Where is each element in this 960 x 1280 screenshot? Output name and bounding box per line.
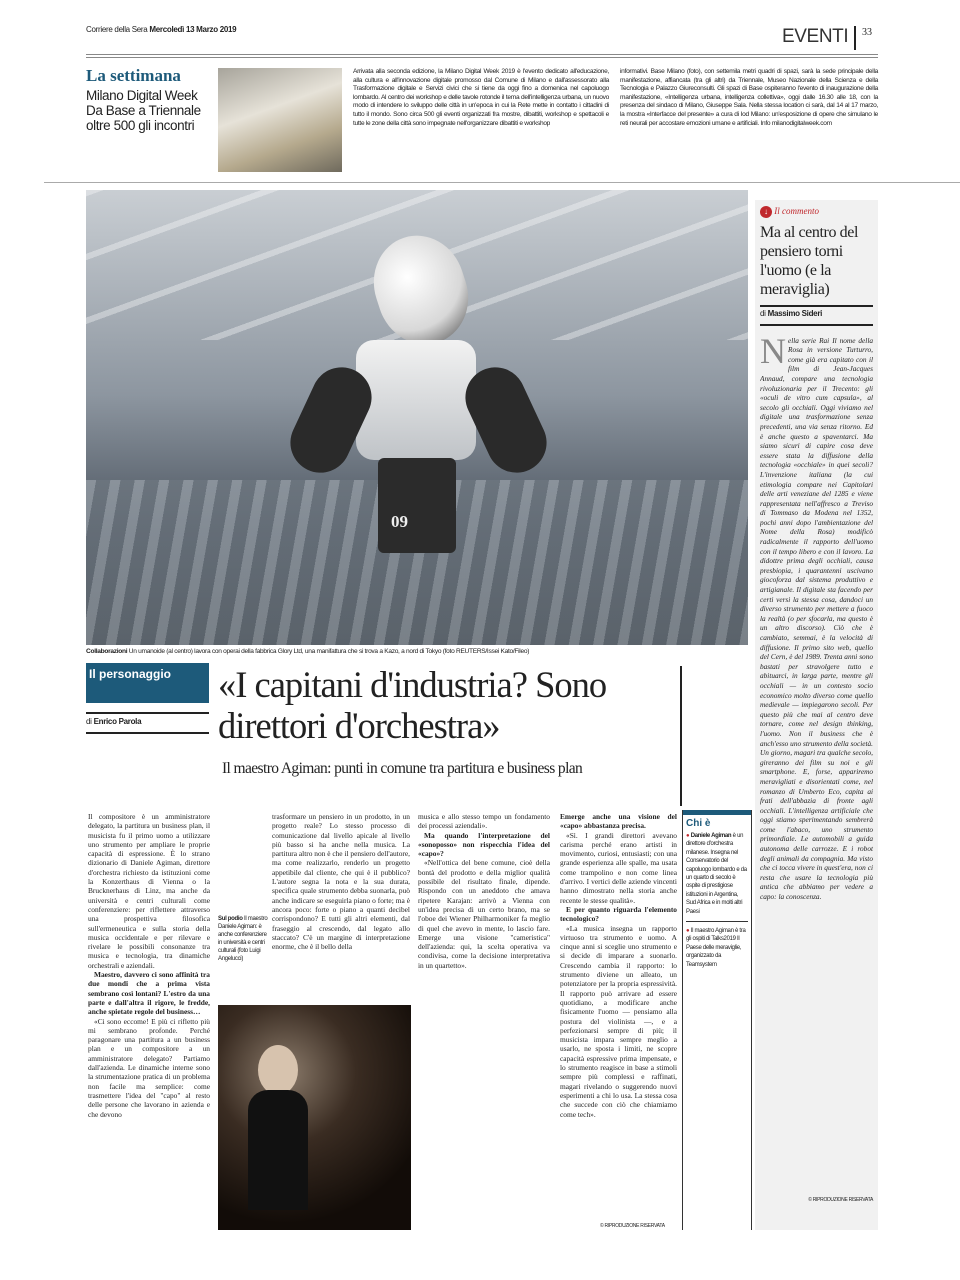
conductor-body bbox=[248, 1090, 308, 1210]
article-col-2: trasformare un pensiero in un prodotto, in un progetto reale? Lo stesso processo di comunicazione dal livello apicale al livello più basso si ha anche nella musica. La partitura altro non è che il pensiero dell'autore, ma come realizzarlo, renderlo un progetto appetibile dal cliente, che qui è il pubblico? L'autore segna la nota e la sua durata, specifica quale strumento debba suonarla, può anche indicare se eseguirla piano o forte; ma è ancora poco: forte o piano a quanti decibel corrispondono? E tutti gli altri elementi, dal fraseggio al crescendo, dal legato allo staccato? C'è un margine di interpretazione enorme, che è il bello della bbox=[272, 812, 410, 952]
chi-e-item-1 bbox=[686, 832, 748, 916]
commento-text: ella serie Rai Il nome della Rosa in versione Turturro, come già era capitato con il film di Jean-Jacques Annaud, compare una tecnologia rivoluzionaria per il Trecento: gli «oculi de vitro cum capsula», al secolo gli occhiali. Oggi viviamo nel digitale una trasformazione senza precedenti, una via senza ritorno. Ed è anche questo a spaventarci. Ma siamo sicuri di capire cosa deve essere stata la diffusione della tecnologia «occhiale» in quei secoli? L'invenzione italiana (la cui etimologia compare nei Capitolari delle arti veneziane del 1285 e viene rappresentata nell'affresco a Treviso di Tommaso da Modena nel 1352, pochi anni dopo l'ambientazione del Nome della Rosa) modificò radicalmente il rapporto dell'uomo con il tempo libero e con il lavoro. La didottre prima degli occhiali, causa presbiopia, i quarantenni uscivano giocoforza dal sistema produttivo e artigianale. Il digitale sta facendo per certi versi la stessa cosa, dandoci un diverso strumento per mettere a fuoco la realtà (o per sfocarla, ma questo è un altro discorso). Ciò che è cambiato, semmai, è la velocità di diffusione. Il primo sito web, quello del Cern, è del 1989. Trenta anni sono bastati per stravolgere tutto e abituarci, in larga parte, mentre gli occhiali — in un contesto socio economico molto diverso come quello medievale — impiegarono secoli. Per questo più che mai al centro deve tornare, come nel design thinking, l'uomo. Non il business che è anch'esso uno strumento della società. Un giorno, magari tra qualche secolo, gireranno dei film su noi e gli smartphone. E, forse, appariremo meravigliati e disorientati come, nel romanzo di Umberto Eco, capita ai frati dell'abbazia di fronte agli occhiali. L'intelligenza artificiale che oggi stiamo sperimentando sembrerà come l'abaco, uno strumento primordiale. Le automobili a guida autonoma delle carrozze. E i robot degli animali da compagnia. Ma visto che ci tocca vivere in quest'era, non ci resta che usare la tecnologia più antica che abbiamo per vedere a capo: la conoscenza. bbox=[760, 335, 873, 902]
chi-e-item-2 bbox=[686, 927, 748, 969]
commento-byline bbox=[760, 310, 873, 319]
event-text: Il maestro Agiman è tra gli ospiti di Talks2019 Il Paese delle meraviglie, organizzato da Teamsystem bbox=[686, 928, 746, 968]
interview-answer: «Ci sono eccome! E più ci rifletto più mi sembrano profonde. Perché paragonare una partitura a un business plan e un compositore a un amministratore delegato? Partiamo dall'azienda. Le dinamiche interne sono la strumentazione pratica di un problema non facile ma semplice: come trasmettere l'idea del "capo" al resto delle persone che lavorano in azienda e che devono bbox=[88, 1016, 210, 1119]
commento-kicker bbox=[760, 206, 873, 218]
divider bbox=[854, 26, 856, 50]
section-title: EVENTI bbox=[782, 26, 849, 47]
chi-e-box bbox=[682, 810, 752, 1230]
article-col-3 bbox=[418, 812, 550, 970]
interview-question: Emerge anche una visione del «capo» abbastanza precisa. bbox=[560, 812, 677, 831]
section-rule bbox=[44, 182, 960, 183]
bullet-icon: ● bbox=[686, 833, 690, 839]
byline-prefix: di bbox=[86, 717, 92, 726]
copyright: © RIPRODUZIONE RISERVATA bbox=[600, 1223, 665, 1229]
podio-text: Il maestro Daniele Agiman: è anche conferenziere in università e centri culturali (foto Luigi Angelucci) bbox=[218, 916, 268, 962]
chi-e-bar bbox=[683, 810, 751, 815]
author-name: Enrico Parola bbox=[93, 717, 142, 726]
commento-title: Ma al centro del pensiero torni l'uomo (e la meraviglia) bbox=[760, 224, 858, 298]
settimana-col2: informativi. Base Milano (foto), con settemila metri quadri di spazi, sarà la sede principale della manifestazione, affiancata (tra gli altri) da Triennale, Museo Nazionale della Scienza e della Tecnologia e Palazzo Giureconsulti. Gli spazi di Base ospiteranno l'evento di inaugurazione della manifestazione, «Intelligenza urbana, intelligenza collettiva», oggi dalle 16.30 alle 18, con la presenza del sindaco di Milano, Giuseppe Sala. Nella stessa location ci sarà, dal 14 al 17 marzo, la mostra «Interfacce del presente» a cura di Iod Milano: un'esposizione di opere che simulano le reti neurali per accostare emozioni umane e artificiali. Info milanodigitalweek.com bbox=[620, 68, 878, 127]
kicker-text: Il commento bbox=[774, 206, 819, 216]
personaggio-kicker: Il personaggio bbox=[86, 663, 209, 703]
commento-body bbox=[760, 336, 873, 1196]
settimana-kicker: La settimana bbox=[86, 66, 181, 85]
bullet-icon: ● bbox=[686, 928, 690, 935]
person-name: Daniele Agiman bbox=[690, 833, 732, 839]
interview-answer: «Sì. I grandi direttori avevano carisma perché erano artisti in movimento, curiosi, entusiasti; con una grande esperienza alle spalle, ma usata come trampolino e non come linea d'arrivo. I vertici delle aziende vincenti hanno dimostrato nella storia anche recente le stesse qualità». bbox=[560, 830, 677, 905]
caption-text: Un umanoide (al centro) lavora con operai della fabbrica Glory Ltd, una manifattura che si trova a Kazo, a nord di Tokyo (foto REUTERS/Issei Kato/Fileo) bbox=[128, 648, 530, 655]
issue-date: Mercoledì 13 Marzo 2019 bbox=[149, 25, 237, 34]
base-milano-photo bbox=[218, 68, 342, 172]
divider bbox=[86, 712, 209, 714]
bio-text: è un direttore d'orchestra milanese. Insegna nel Conservatorio del capoluogo lombardo e da un quarto di secolo è ospite di prestigiose istituzioni in Argentina, Sud Africa e in molti altri Paesi bbox=[686, 833, 747, 915]
copyright: © RIPRODUZIONE RISERVATA bbox=[808, 1196, 873, 1203]
divider bbox=[680, 666, 682, 806]
page-number: 33 bbox=[862, 27, 872, 38]
masthead-paper-date bbox=[86, 26, 236, 35]
interview-question: Maestro, davvero ci sono affinità tra due mondi che a prima vista sembrano così lontani? L'estro da una parte e dall'altra il rigore, le fredde, anche spietate regole del business… bbox=[88, 970, 210, 1017]
article-col-4 bbox=[560, 812, 677, 1230]
settimana-col1: Arrivata alla seconda edizione, la Milano Digital Week 2019 è l'evento dedicato all'educazione, alla cultura e all'innovazione digitale promosso dal Comune di Milano e dall'assessorato alla Trasformazione digitale e Servizi civici che si tiene da oggi fino a domenica nel capoluogo lombardo. Al centro dei workshop e delle tavole rotonde il tema dell'intelligenza urbana, un nuovo modo di intendere lo sviluppo delle città in un'epoca in cui la Rete mette in contatto i cittadini di tutto il mondo. Sono circa 500 gli eventi organizzati fra mostre, dibattiti, workshop e spettacoli e tutte le zone della città sono impegnate nell'organizzare dibattiti e workshop bbox=[353, 68, 609, 127]
byline-prefix: di bbox=[760, 309, 766, 318]
caption-label: Collaborazioni bbox=[86, 648, 128, 655]
author-name: Massimo Sideri bbox=[767, 309, 823, 318]
interview-question: E per quanto riguarda l'elemento tecnologico? bbox=[560, 904, 677, 924]
article-byline bbox=[86, 718, 141, 727]
robot-factory-photo bbox=[86, 190, 748, 645]
paper-name: Corriere della Sera bbox=[86, 25, 148, 34]
interview-question: Ma quando l'interpretazione del «sonoposso» non rispecchia l'idea del «capo»? bbox=[418, 830, 550, 859]
divider bbox=[686, 921, 748, 922]
conductor-figure bbox=[258, 1045, 298, 1095]
header-rule bbox=[86, 54, 878, 55]
divider bbox=[86, 732, 209, 734]
podio-label: Sul podio bbox=[218, 916, 243, 922]
interview-answer: «Nell'ottica del bene comune, cioè della bontà del prodotto e della miglior qualità possibile del risultato finale, dipende. Rispondo con un aneddoto che amava ripetere Karajan: arrivò a Vienna con un'idea precisa di un certo brano, ma se l'oboe dei Wiener Philharmoniker fa meglio di quel che avevo in mente, lo lascio fare. Emerge una visione "cameristica" dell'azienda: qui, la scelta operativa va condivisa, come la decisione interpretativa in un quartetto». bbox=[418, 858, 550, 970]
chi-e-title: Chi è bbox=[686, 818, 711, 829]
photo-caption bbox=[86, 648, 748, 657]
podio-caption bbox=[218, 915, 268, 963]
robot-torso bbox=[356, 340, 476, 460]
robot-base bbox=[378, 458, 456, 553]
concert-photo bbox=[218, 1005, 411, 1230]
commento-box bbox=[755, 200, 878, 1230]
comment-icon: ↓ bbox=[760, 206, 772, 218]
article-lead: Il compositore è un amministratore delegato, la partitura un business plan, il musicista fu il primo uomo a utilizzare uno strumento per ampliare le proprie capacità di espressione. È lo strano dizionario di Daniele Agiman, direttore d'orchestra richiesto da istituzioni come la Konzerthaus di Vienna o la Brucknerhaus di Linz, ma anche da università e centri culturali come conferenziere: per riflettere attraverso una prospettiva filosofica sull'ermeneutica e sulla storia della musica occidentale e per rilevare e rivelare le possibili consonanze tra musica e tecnologia, tra dinamiche orchestrali e aziendali. bbox=[88, 812, 210, 970]
header-rule bbox=[86, 57, 878, 58]
settimana-title: Milano Digital Week Da Base a Triennale oltre 500 gli incontri bbox=[86, 88, 201, 133]
headline: «I capitani d'industria? Sono direttori d'orchestra» bbox=[218, 664, 607, 746]
subheadline: Il maestro Agiman: punti in comune tra partitura e business plan bbox=[222, 760, 583, 777]
divider bbox=[760, 324, 873, 326]
interview-answer: «La musica insegna un rapporto virtuoso tra strumento e uomo. A cinque anni si sceglie uno strumento e si decide di imparare a suonarlo. Crescendo cambia il rapporto: lo strumento diviene un alleato, un potenziatore per la propria espressività. Il rapporto può arrivare ad essere quotidiano, a modificare anche fisicamente l'uomo — pensiamo alla postura del violinista —, e a perfezionarsi sempre di più; il musicista impara sempre meglio a usarlo, ne sposta i limiti, ne scopre capacità espressive prima impensate, e lo strumento reagisce in base a stimoli sempre più complessi e raffinati, magari rivelando o suggerendo nuovi esperimenti a chi lo usa. La stessa cosa che succede con ciò che chiamiamo come tech». bbox=[560, 923, 677, 1119]
divider bbox=[760, 305, 873, 307]
robot-number: 09 bbox=[391, 512, 408, 531]
article-col-1 bbox=[88, 812, 210, 1119]
interview-answer: musica e allo stesso tempo un fondamento dei processi aziendali». bbox=[418, 812, 550, 831]
drop-cap: N bbox=[760, 335, 786, 371]
